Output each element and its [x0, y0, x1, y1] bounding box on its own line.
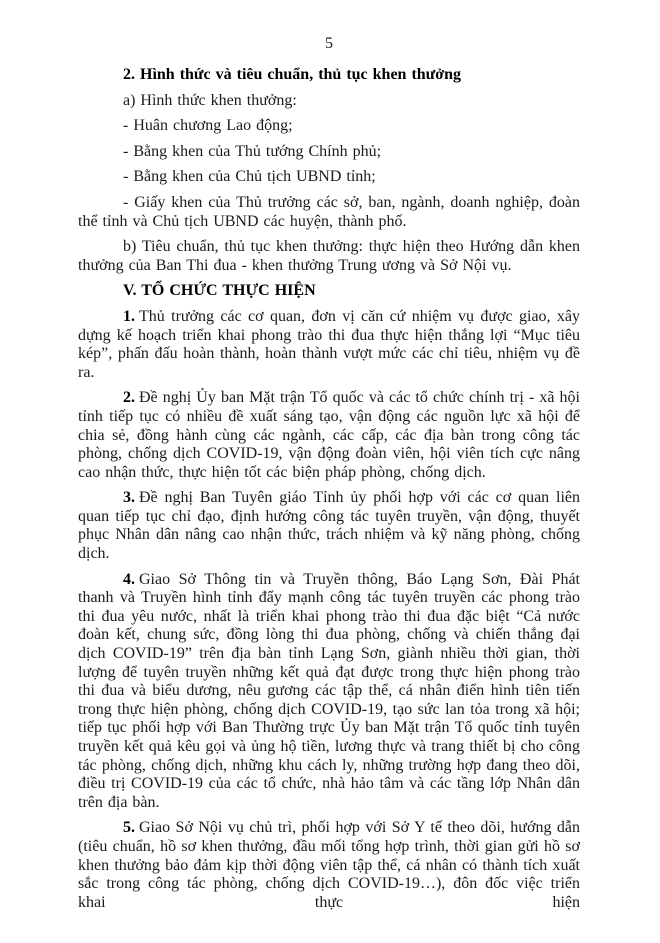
- paragraph: [78, 389, 580, 482]
- section-heading: V. TỔ CHỨC THỰC HIỆN: [123, 282, 316, 300]
- paragraph: [78, 571, 580, 813]
- paragraph: b) Tiêu chuẩn, thủ tục khen thưởng: thực hiện theo Hướng dẫn khen thưởng của Ban Thi đua - khen thưởng Trung ương và Sở Nội vụ.: [78, 238, 580, 274]
- paragraph: [78, 819, 580, 912]
- paragraph: - Huân chương Lao động;: [123, 117, 293, 135]
- paragraph-text: Giao Sở Thông tin và Truyền thông, Báo Lạng Sơn, Đài Phát thanh và Truyền hình tỉnh đẩy mạnh công tác tuyên truyền các phong trào thi đua yêu nước, nhất là triển khai phong trào thi đua đặc biệt “Cả nước đoàn kết, chung sức, đồng lòng thi đua phòng, chống và chiến thắng đại dịch COVID-19” trên địa bàn tỉnh Lạng Sơn, giành nhiều thời gian, thời lượng để tuyên truyền những kết quả đạt được trong thực hiện phong trào thi đua và biểu dương, nêu gương các tập thể, cá nhân điển hình tiên tiến trong thực hiện phòng, chống dịch COVID-19, tạo sức lan tỏa trong xã hội; tiếp tục phối hợp với Ban Thường trực Ủy ban Mặt trận Tổ quốc tỉnh tuyên truyền kết quả kêu gọi và ủng hộ tiền, lương thực và trang thiết bị cho công tác phòng, chống dịch, những khu cách ly, những trường hợp đang theo dõi, điều trị COVID-19 của các tổ chức, nhà hảo tâm và các tầng lớp Nhân dân trên địa bàn.: [78, 570, 580, 811]
- paragraph-number: 5.: [123, 819, 135, 837]
- paragraph-number: 1.: [123, 307, 135, 325]
- page-number: 5: [325, 35, 333, 52]
- paragraph-number: 2.: [123, 389, 135, 407]
- section-heading: 2. Hình thức và tiêu chuẩn, thủ tục khen thưởng: [123, 66, 462, 83]
- document-body: [78, 66, 580, 912]
- paragraph-text: Đề nghị Ban Tuyên giáo Tỉnh ủy phối hợp với các cơ quan liên quan tiếp tục chỉ đạo, định hướng công tác tuyên truyền, vận động, thuyết phục Nhân dân nâng cao nhận thức, trách nhiệm và kỹ năng phòng, chống dịch.: [78, 489, 580, 563]
- paragraph: a) Hình thức khen thưởng:: [123, 91, 297, 109]
- paragraph-text: Đề nghị Ủy ban Mặt trận Tổ quốc và các tổ chức chính trị - xã hội tỉnh tiếp tục có nhiều đề xuất sáng tạo, vận động các nguồn lực xã hội để chia sẻ, đồng hành cùng các ngành, các cấp, các địa bàn trong công tác phòng, chống dịch COVID-19, vận động đoàn viên, hội viên tích cực nâng cao nhận thức, thực hiện tốt các biện pháp phòng, chống dịch.: [78, 389, 580, 481]
- paragraph: [78, 308, 580, 382]
- paragraph: [78, 489, 580, 563]
- paragraph: - Bằng khen của Thủ tướng Chính phủ;: [123, 142, 382, 160]
- paragraph-text: Giao Sở Nội vụ chủ trì, phối hợp với Sở Y tế theo dõi, hướng dẫn (tiêu chuẩn, hồ sơ khen thưởng, đầu mối tổng hợp trình, thời gian gửi hồ sơ khen thưởng bảo đảm kịp thời động viên tập thể, cá nhân có thành tích xuất sắc trong công tác phòng, chống dịch COVID-19…), đôn đốc việc triển khai thực hiện: [78, 819, 580, 911]
- paragraph: - Bằng khen của Chủ tịch UBND tỉnh;: [123, 168, 376, 186]
- paragraph-number: 3.: [123, 489, 135, 507]
- paragraph-text: Thủ trưởng các cơ quan, đơn vị căn cứ nhiệm vụ được giao, xây dựng kế hoạch triển khai phong trào thi đua thực hiện thắng lợi “Mục tiêu kép”, phấn đấu hoàn thành, hoàn thành vượt mức các chỉ tiêu, nhiệm vụ đề ra.: [78, 307, 580, 381]
- paragraph-number: 4.: [123, 570, 135, 588]
- paragraph: - Giấy khen của Thủ trưởng các sở, ban, ngành, doanh nghiệp, đoàn thể tỉnh và Chủ tịch UBND các huyện, thành phố.: [78, 193, 580, 230]
